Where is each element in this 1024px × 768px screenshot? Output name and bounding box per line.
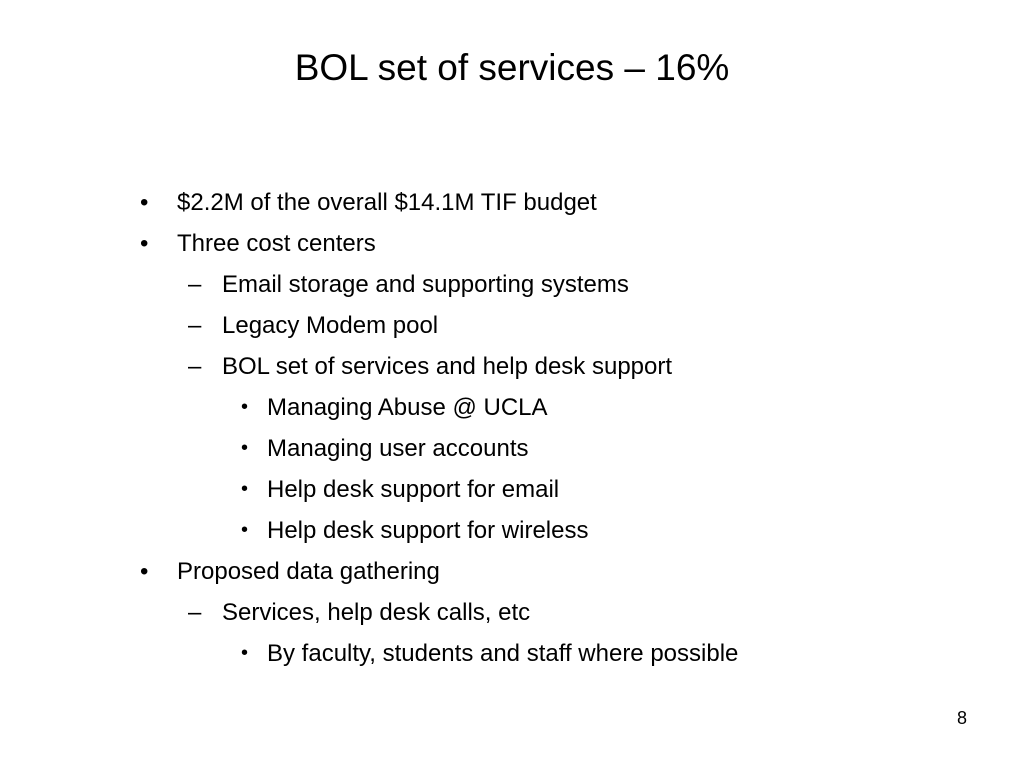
dash-marker: – <box>188 312 202 339</box>
bullet-marker: • <box>140 558 149 585</box>
sub-sub-bullet-item <box>0 510 1024 551</box>
bullet-marker: • <box>140 189 149 216</box>
sub-sub-bullet-item <box>0 387 1024 428</box>
bullet-marker: • <box>241 519 249 541</box>
sub-sub-bullet-item <box>0 633 1024 674</box>
bullet-item <box>0 223 1024 264</box>
sub-sub-bullet-item <box>0 428 1024 469</box>
sub-bullet-item <box>0 592 1024 633</box>
bullet-marker: • <box>140 230 149 257</box>
sub-bullet-item <box>0 264 1024 305</box>
dash-marker: – <box>188 599 202 626</box>
sub-bullet-item <box>0 346 1024 387</box>
sub-sub-bullet-item <box>0 469 1024 510</box>
bullet-marker: • <box>241 396 249 418</box>
bullet-item <box>0 182 1024 223</box>
sub-sub-bullet-text: Help desk support for wireless <box>267 517 589 544</box>
bullet-item <box>0 551 1024 592</box>
dash-marker: – <box>188 271 202 298</box>
dash-marker: – <box>188 353 202 380</box>
sub-bullet-text: Services, help desk calls, etc <box>222 599 531 626</box>
sub-sub-bullet-text: Managing Abuse @ UCLA <box>267 394 548 421</box>
page-number: 8 <box>956 708 967 728</box>
sub-bullet-text: BOL set of services and help desk support <box>222 353 673 380</box>
sub-bullet-item <box>0 305 1024 346</box>
bullet-text: $2.2M of the overall $14.1M TIF budget <box>177 189 597 216</box>
bullet-text: Three cost centers <box>177 230 376 257</box>
sub-bullet-text: Email storage and supporting systems <box>222 271 629 298</box>
sub-bullet-text: Legacy Modem pool <box>222 312 439 339</box>
sub-sub-bullet-text: By faculty, students and staff where possible <box>267 640 739 667</box>
sub-sub-bullet-text: Help desk support for email <box>267 476 560 503</box>
slide-title: BOL set of services – 16% <box>294 47 730 88</box>
sub-sub-bullet-text: Managing user accounts <box>267 435 529 462</box>
bullet-text: Proposed data gathering <box>177 558 440 585</box>
bullet-marker: • <box>241 437 249 459</box>
bullet-marker: • <box>241 478 249 500</box>
bullet-list <box>0 182 1024 674</box>
bullet-marker: • <box>241 642 249 664</box>
